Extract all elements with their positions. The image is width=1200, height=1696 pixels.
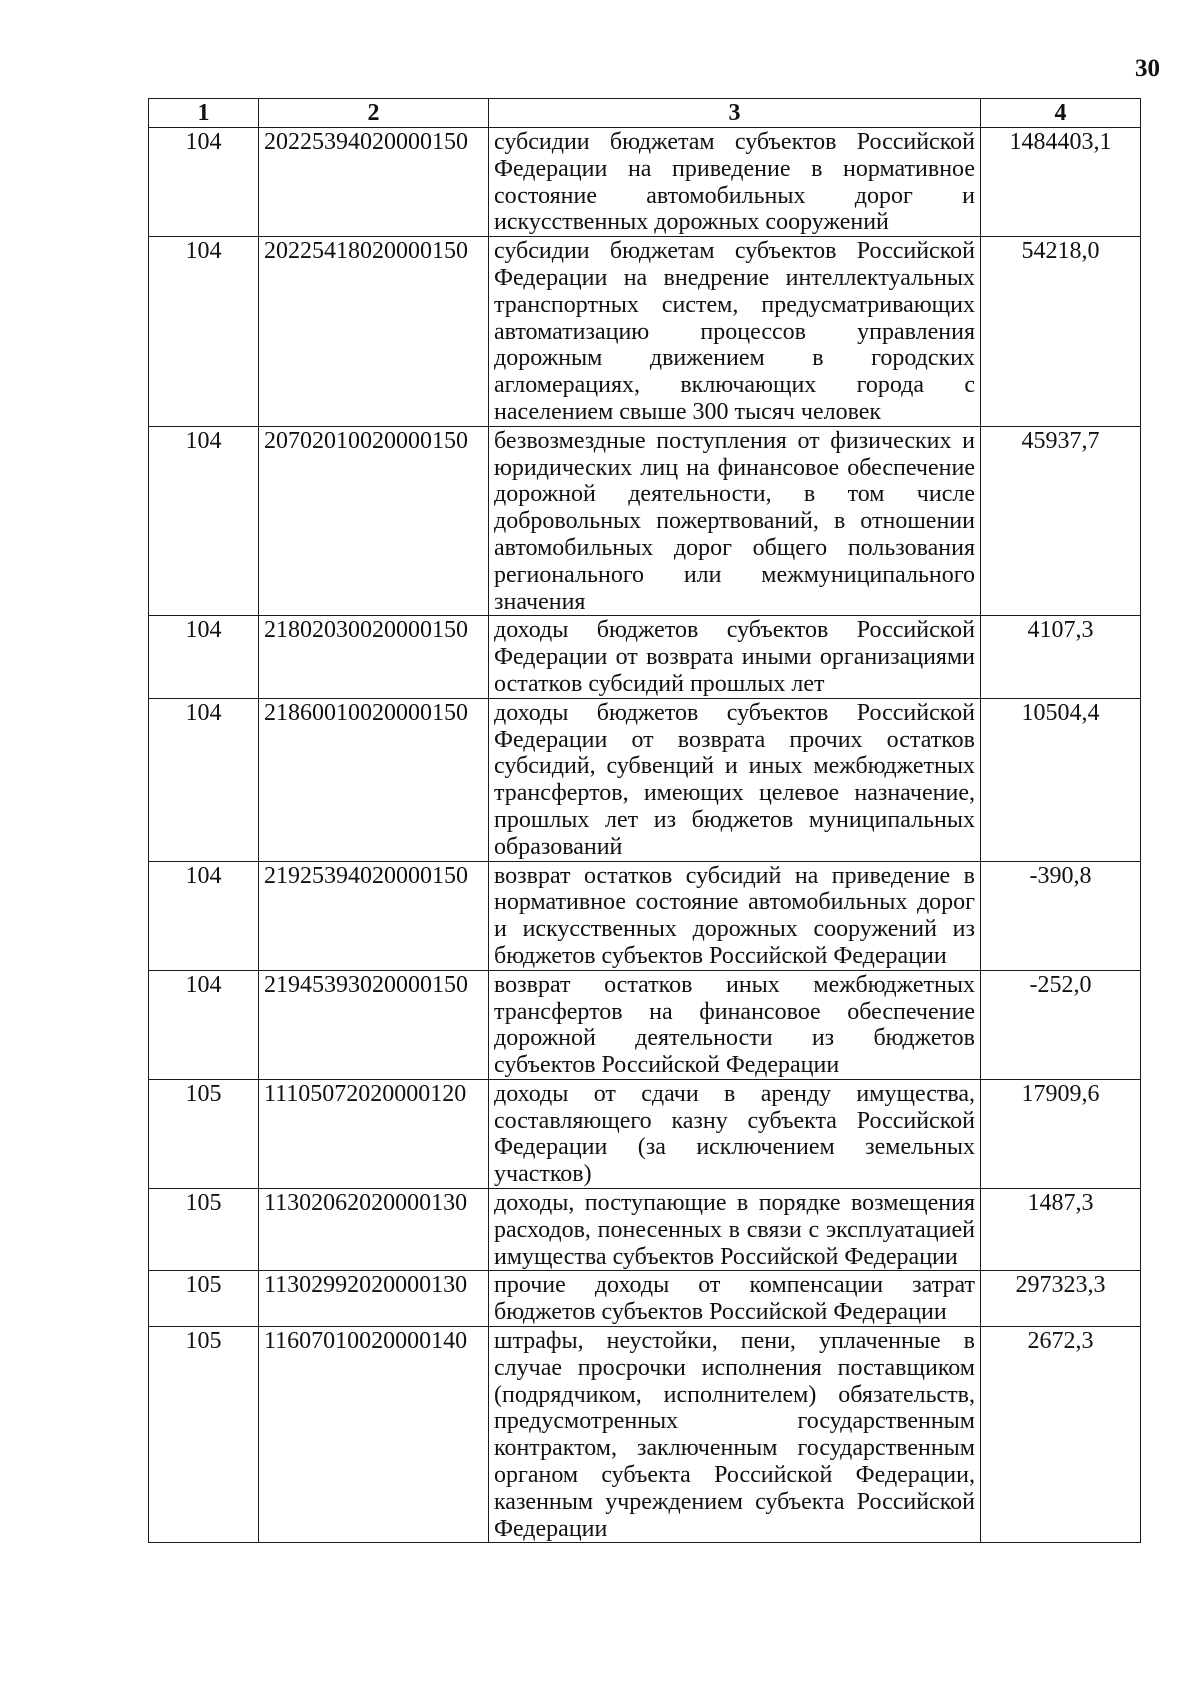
revenue-code-cell: 11607010020000140	[259, 1327, 489, 1543]
revenue-code-cell: 21860010020000150	[259, 698, 489, 861]
table-row	[149, 1079, 1141, 1188]
admin-code-cell: 104	[149, 616, 259, 698]
revenue-table	[148, 98, 1141, 1543]
description-cell: доходы от сдачи в аренду имущества, составляющего казну субъекта Российской Федерации (за исключением земельных участков)	[489, 1079, 981, 1188]
revenue-code-cell: 11302992020000130	[259, 1271, 489, 1327]
column-header: 4	[981, 99, 1141, 128]
description-cell: штрафы, неустойки, пени, уплаченные в случае просрочки исполнения поставщиком (подрядчиком, исполнителем) обязательств, предусмотренных государственным контрактом, заключенным государственным органом субъекта Российской Федерации, казенным учреждением субъекта Российской Федерации	[489, 1327, 981, 1543]
table-row	[149, 1189, 1141, 1271]
description-cell: субсидии бюджетам субъектов Российской Федерации на приведение в нормативное состояние автомобильных дорог и искусственных дорожных сооружений	[489, 128, 981, 237]
admin-code-cell: 105	[149, 1327, 259, 1543]
table-row	[149, 1327, 1141, 1543]
description-cell: прочие доходы от компенсации затрат бюджетов субъектов Российской Федерации	[489, 1271, 981, 1327]
revenue-code-cell: 21945393020000150	[259, 970, 489, 1079]
table-row	[149, 1271, 1141, 1327]
amount-cell: 4107,3	[981, 616, 1141, 698]
revenue-code-cell: 21802030020000150	[259, 616, 489, 698]
admin-code-cell: 105	[149, 1079, 259, 1188]
admin-code-cell: 105	[149, 1271, 259, 1327]
table-row	[149, 426, 1141, 616]
amount-cell: 54218,0	[981, 237, 1141, 427]
revenue-code-cell: 20702010020000150	[259, 426, 489, 616]
amount-cell: 10504,4	[981, 698, 1141, 861]
table-row	[149, 237, 1141, 427]
amount-cell: 1487,3	[981, 1189, 1141, 1271]
revenue-code-cell: 11302062020000130	[259, 1189, 489, 1271]
description-cell: возврат остатков субсидий на приведение в нормативное состояние автомобильных дорог и искусственных дорожных сооружений из бюджетов субъектов Российской Федерации	[489, 861, 981, 970]
amount-cell: 17909,6	[981, 1079, 1141, 1188]
description-cell: доходы бюджетов субъектов Российской Федерации от возврата иными организациями остатков субсидий прошлых лет	[489, 616, 981, 698]
page-number: 30	[1135, 55, 1160, 82]
description-cell: доходы, поступающие в порядке возмещения расходов, понесенных в связи с эксплуатацией имущества субъектов Российской Федерации	[489, 1189, 981, 1271]
amount-cell: -252,0	[981, 970, 1141, 1079]
table-row	[149, 128, 1141, 237]
admin-code-cell: 104	[149, 698, 259, 861]
revenue-code-cell: 21925394020000150	[259, 861, 489, 970]
admin-code-cell: 104	[149, 861, 259, 970]
revenue-code-cell: 20225418020000150	[259, 237, 489, 427]
table-row	[149, 698, 1141, 861]
amount-cell: 2672,3	[981, 1327, 1141, 1543]
amount-cell: -390,8	[981, 861, 1141, 970]
description-cell: доходы бюджетов субъектов Российской Федерации от возврата прочих остатков субсидий, субвенций и иных межбюджетных трансфертов, имеющих целевое назначение, прошлых лет из бюджетов муниципальных образований	[489, 698, 981, 861]
table-row	[149, 861, 1141, 970]
amount-cell: 297323,3	[981, 1271, 1141, 1327]
description-cell: безвозмездные поступления от физических и юридических лиц на финансовое обеспечение дорожной деятельности, в том числе добровольных пожертвований, в отношении автомобильных дорог общего пользования регионального или межмуниципального значения	[489, 426, 981, 616]
column-header: 2	[259, 99, 489, 128]
table-row	[149, 970, 1141, 1079]
table-header-row	[149, 99, 1141, 128]
description-cell: возврат остатков иных межбюджетных трансфертов на финансовое обеспечение дорожной деятельности из бюджетов субъектов Российской Федерации	[489, 970, 981, 1079]
admin-code-cell: 104	[149, 128, 259, 237]
description-cell: субсидии бюджетам субъектов Российской Федерации на внедрение интеллектуальных транспортных систем, предусматривающих автоматизацию процессов управления дорожным движением в городских агломерациях, включающих города с населением свыше 300 тысяч человек	[489, 237, 981, 427]
admin-code-cell: 104	[149, 237, 259, 427]
amount-cell: 45937,7	[981, 426, 1141, 616]
table-row	[149, 616, 1141, 698]
admin-code-cell: 104	[149, 970, 259, 1079]
revenue-code-cell: 11105072020000120	[259, 1079, 489, 1188]
admin-code-cell: 105	[149, 1189, 259, 1271]
amount-cell: 1484403,1	[981, 128, 1141, 237]
column-header: 3	[489, 99, 981, 128]
column-header: 1	[149, 99, 259, 128]
revenue-code-cell: 20225394020000150	[259, 128, 489, 237]
admin-code-cell: 104	[149, 426, 259, 616]
